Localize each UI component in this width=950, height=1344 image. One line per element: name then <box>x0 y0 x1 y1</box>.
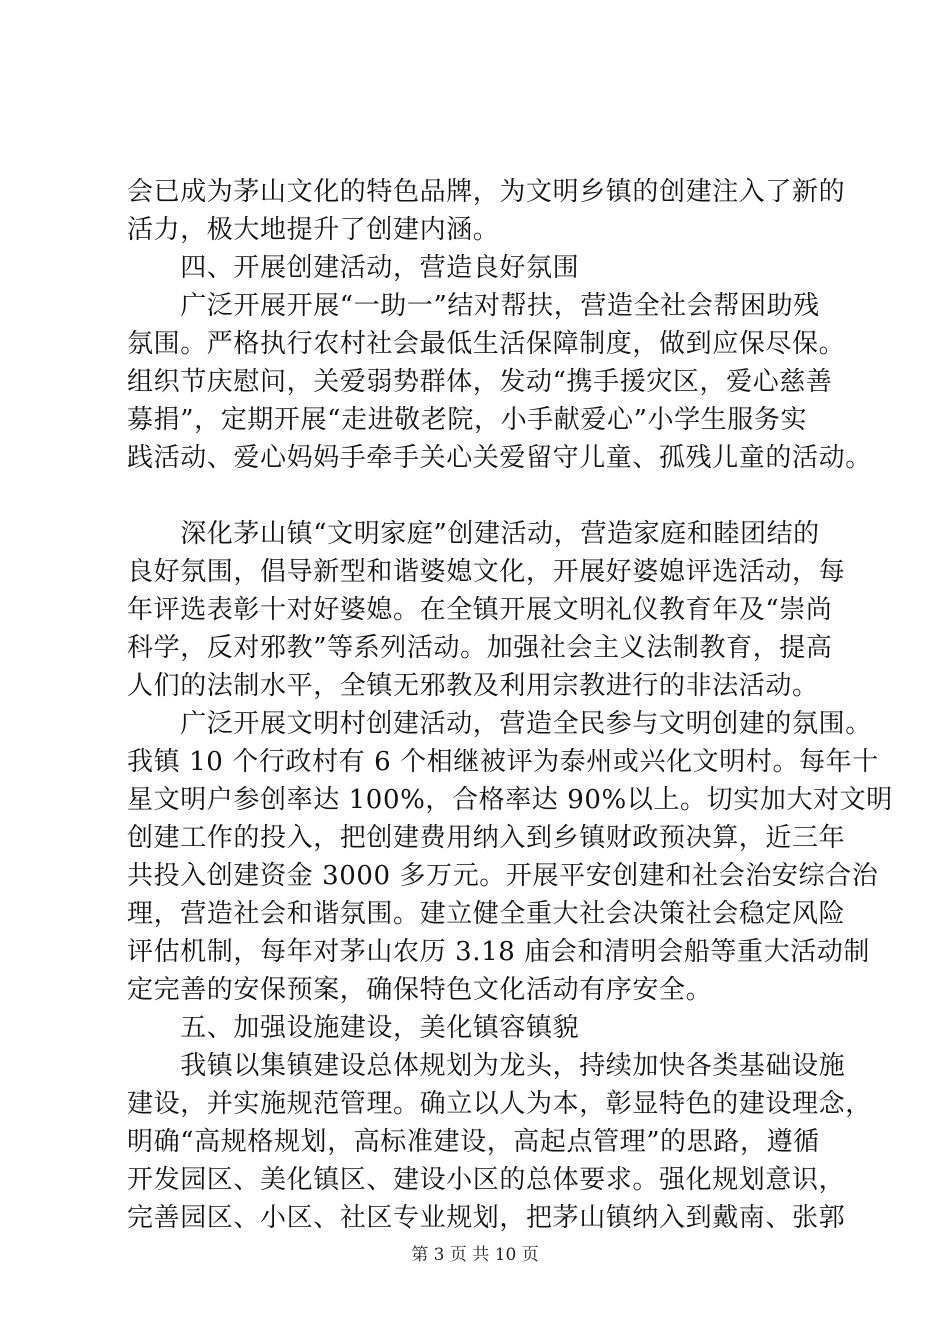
text-line: 定完善的安保预案，确保特色文化活动有序安全。 <box>127 975 713 1005</box>
text-line: 评估机制，每年对茅山农历 3.18 庙会和清明会船等重大活动制 <box>127 937 871 967</box>
text-line: 我镇以集镇建设总体规划为龙头，持续加快各类基础设施 <box>127 1051 846 1081</box>
text-line: 开发园区、美化镇区、建设小区的总体要求。强化规划意识， <box>127 1165 846 1195</box>
text-line: 共投入创建资金 3000 多万元。开展平安创建和社会治安综合治 <box>127 861 879 891</box>
text-line: 募捐”，定期开展“走进敬老院，小手献爱心”小学生服务实 <box>127 405 808 435</box>
text-line: 会已成为茅山文化的特色品牌，为文明乡镇的创建注入了新的 <box>127 177 846 207</box>
section-heading: 四、开展创建活动，营造良好氛围 <box>127 253 580 283</box>
text-line: 我镇 10 个行政村有 6 个相继被评为泰州或兴化文明村。每年十 <box>127 747 879 777</box>
section-heading: 五、加强设施建设，美化镇容镇貌 <box>127 1013 580 1043</box>
text-line: 明确“高规格规划，高标准建设，高起点管理”的思路，遵循 <box>127 1127 820 1157</box>
text-line: 人们的法制水平，全镇无邪教及利用宗教进行的非法活动。 <box>127 671 819 701</box>
text-line: 星文明户参创率达 100%，合格率达 90%以上。切实加大对文明 <box>127 785 893 815</box>
text-line: 理，营造社会和谐氛围。建立健全重大社会决策社会稳定风险 <box>127 899 846 929</box>
text-line: 组织节庆慰问，关爱弱势群体，发动“携手援灾区，爱心慈善 <box>127 367 833 397</box>
text-line: 创建工作的投入，把创建费用纳入到乡镇财政预决算，近三年 <box>127 823 846 853</box>
text-line: 践活动、爱心妈妈手牵手关心关爱留守儿童、孤残儿童的活动。 <box>127 443 872 473</box>
text-line: 广泛开展文明村创建活动，营造全民参与文明创建的氛围。 <box>127 709 872 739</box>
text-line: 氛围。严格执行农村社会最低生活保障制度，做到应保尽保。 <box>127 329 846 359</box>
text-line: 深化茅山镇“文明家庭”创建活动，营造家庭和睦团结的 <box>127 519 820 549</box>
text-line: 建设，并实施规范管理。确立以人为本，彰显特色的建设理念， <box>127 1089 872 1119</box>
text-line: 良好氛围，倡导新型和谐婆媳文化，开展好婆媳评选活动，每 <box>127 557 846 587</box>
page-footer: 第 3 页 共 10 页 <box>411 1245 539 1265</box>
text-line: 年评选表彰十对好婆媳。在全镇开展文明礼仪教育年及“崇尚 <box>127 595 833 625</box>
text-line: 完善园区、小区、社区专业规划，把茅山镇纳入到戴南、张郭 <box>127 1203 846 1233</box>
text-line: 科学，反对邪教”等系列活动。加强社会主义法制教育，提高 <box>127 633 833 663</box>
text-line: 活力，极大地提升了创建内涵。 <box>127 215 500 245</box>
text-line: 广泛开展开展“一助一”结对帮扶，营造全社会帮困助残 <box>127 291 820 321</box>
